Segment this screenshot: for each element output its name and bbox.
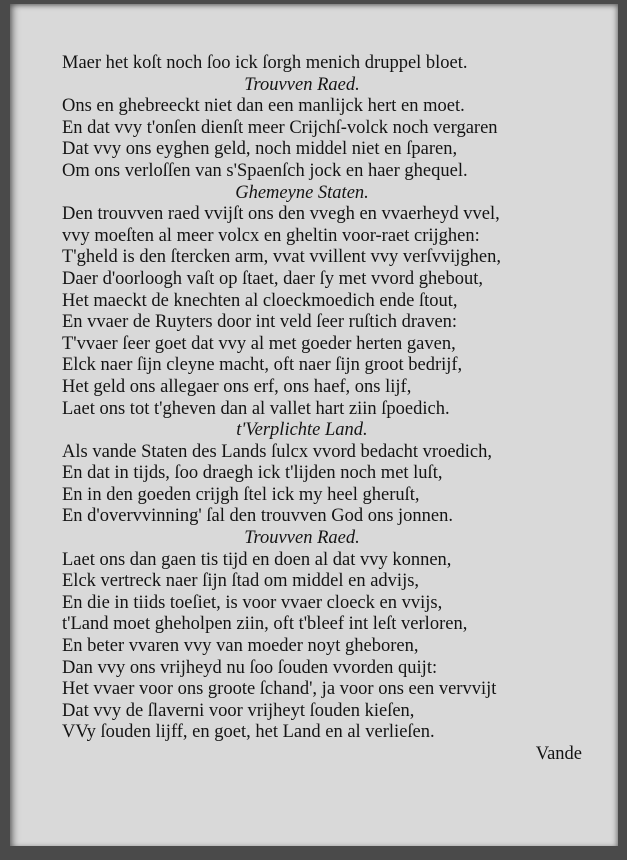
verse-line: Dat vvy ons eyghen geld, noch middel niet en ſparen, [62, 139, 458, 160]
verse-line: Dat vvy de ſlaverni voor vrijheyt ſouden kieſen, [62, 700, 415, 721]
speaker-heading: Trouvven Raed. [244, 528, 360, 549]
verse-line: Elck vertreck naer ſijn ſtad om middel en advijs, [62, 571, 420, 592]
page-text [62, 53, 582, 766]
verse-line: En die in tiids toeſiet, is voor vvaer cloeck en vvijs, [62, 592, 443, 613]
verse-line: Het geld ons allegaer ons erf, ons haef, ons lijf, [62, 376, 412, 397]
speaker-heading: Ghemeyne Staten. [235, 182, 369, 203]
verse-line: En dat vvy t'onſen dienſt meer Crijchſ-volck noch vergaren [62, 117, 498, 138]
verse-line: Den trouvven raed vvijſt ons den vvegh en vvaerheyd vvel, [62, 204, 500, 225]
verse-line: Om ons verloſſen van s'Spaenſch jock en haer ghequel. [62, 160, 468, 181]
verse-line: T'gheld is den ſtercken arm, vvat vvillent vvy verſvvijghen, [62, 247, 501, 268]
verse-line: Als vande Staten des Lands ſulcx vvord bedacht vroedich, [62, 441, 493, 462]
verse-line: Elck naer ſijn cleyne macht, oft naer ſijn groot bedrijf, [62, 355, 463, 376]
verse-line: t'Land moet gheholpen ziin, oft t'bleef int leſt verloren, [62, 614, 468, 635]
speaker-heading: t'Verplichte Land. [236, 420, 368, 441]
verse-line: Het vvaer voor ons groote ſchand', ja voor ons een vervvijt [62, 679, 497, 700]
verse-line: En beter vvaren vvy van moeder noyt gheboren, [62, 636, 419, 657]
verse-line: En in den goeden crijgh ſtel ick my heel gheruſt, [62, 484, 420, 505]
verse-line: Laet ons dan gaen tis tijd en doen al dat vvy konnen, [62, 549, 452, 570]
speaker-heading: Trouvven Raed. [244, 74, 360, 95]
catchword: Vande [535, 744, 582, 764]
verse-line: T'vvaer ſeer goet dat vvy al met goeder herten gaven, [62, 333, 456, 354]
verse-line: Laet ons tot t'gheven dan al vallet hart ziin ſpoedich. [62, 398, 450, 419]
verse-line: Maer het koſt noch ſoo ick ſorgh menich druppel bloet. [62, 53, 468, 73]
book-page [10, 4, 618, 846]
verse-line: Het maeckt de knechten al cloeckmoedich ende ſtout, [62, 290, 458, 311]
verse-line: Ons en ghebreeckt niet dan een manlijck hert en moet. [62, 96, 465, 117]
verse-line: Daer d'oorloogh vaſt op ſtaet, daer ſy met vvord ghebout, [62, 268, 484, 289]
verse-line: VVy ſouden lijff, en goet, het Land en al verlieſen. [62, 722, 435, 743]
verse-line: En d'overvvinning' ſal den trouvven God ons jonnen. [62, 506, 453, 527]
verse-line: vvy moeſten al meer volcx en gheltin voor-raet crijghen: [62, 225, 480, 246]
verse-line: En dat in tijds, ſoo draegh ick t'lijden noch met luſt, [62, 463, 443, 484]
verse-line: En vvaer de Ruyters door int veld ſeer ruſtich draven: [62, 312, 458, 333]
verse-line: Dan vvy ons vrijheyd nu ſoo ſouden vvorden quijt: [62, 657, 438, 678]
